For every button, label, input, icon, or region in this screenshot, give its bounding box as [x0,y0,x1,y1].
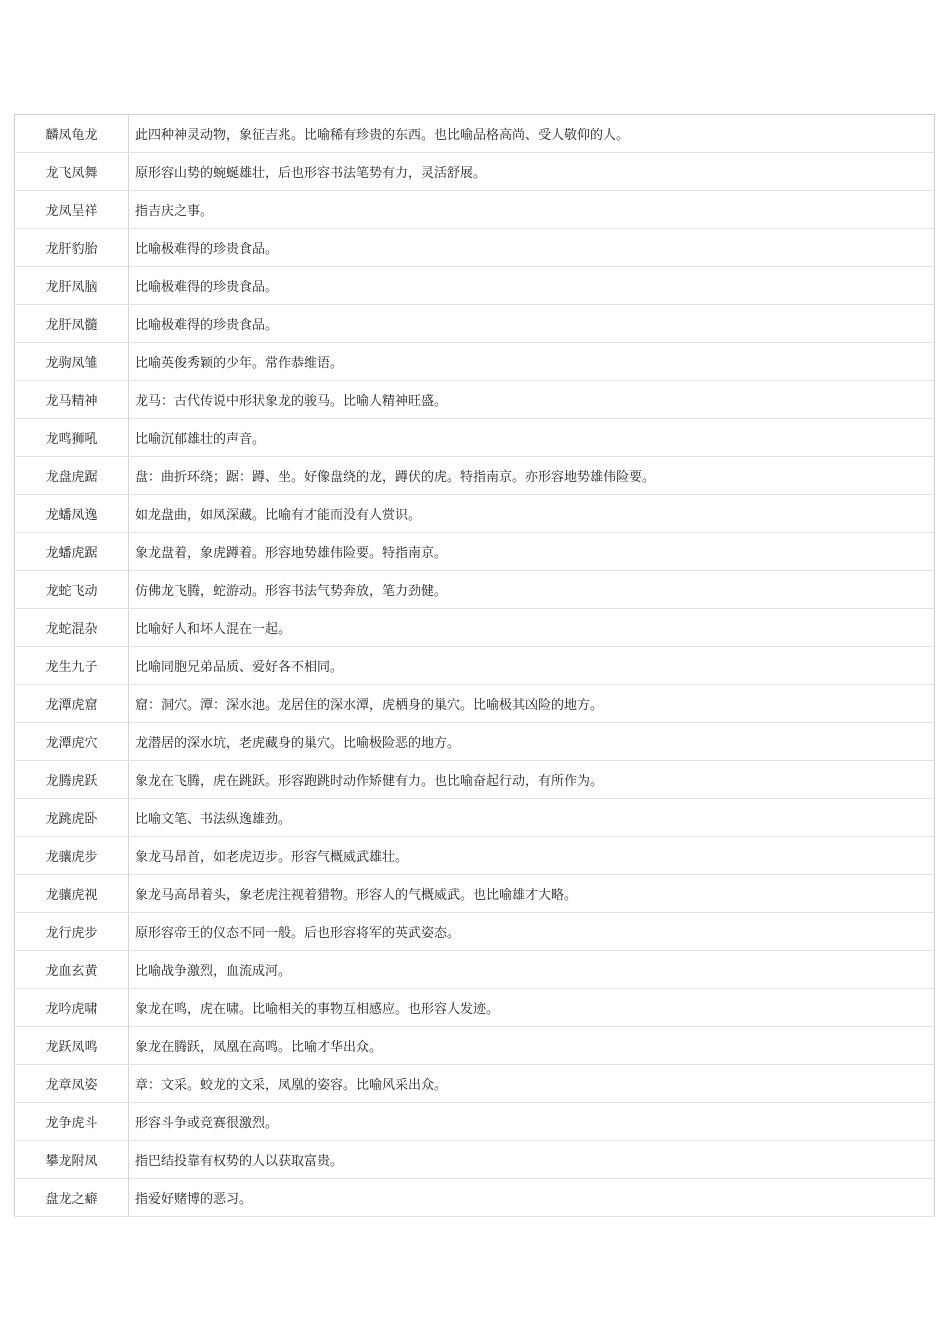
table-row [15,989,935,1027]
idiom-term: 龙凤呈祥 [15,191,129,229]
table-row [15,1065,935,1103]
table-row [15,1027,935,1065]
idiom-definition: 指吉庆之事。 [129,191,935,229]
idiom-definition: 龙潜居的深水坑，老虎藏身的巢穴。比喻极险恶的地方。 [129,723,935,761]
idiom-definition: 窟：洞穴。潭：深水池。龙居住的深水潭，虎栖身的巢穴。比喻极其凶险的地方。 [129,685,935,723]
idiom-definition: 象龙在飞腾，虎在跳跃。形容跑跳时动作矫健有力。也比喻奋起行动，有所作为。 [129,761,935,799]
table-row [15,799,935,837]
table-row [15,685,935,723]
idiom-term: 龙争虎斗 [15,1103,129,1141]
idiom-definition: 形容斗争或竞赛很激烈。 [129,1103,935,1141]
idiom-term: 龙鸣狮吼 [15,419,129,457]
idiom-definition: 比喻英俊秀颖的少年。常作恭维语。 [129,343,935,381]
idiom-term: 龙蟠虎踞 [15,533,129,571]
idiom-term: 龙潭虎窟 [15,685,129,723]
table-row [15,457,935,495]
table-row [15,419,935,457]
idiom-term: 龙马精神 [15,381,129,419]
idiom-term: 龙吟虎啸 [15,989,129,1027]
table-row [15,1103,935,1141]
idiom-definition: 象龙在鸣，虎在啸。比喻相关的事物互相感应。也形容人发迹。 [129,989,935,1027]
idiom-definition: 盘：曲折环绕；踞：蹲、坐。好像盘绕的龙，蹲伏的虎。特指南京。亦形容地势雄伟险要。 [129,457,935,495]
idiom-definition: 比喻极难得的珍贵食品。 [129,267,935,305]
idiom-definition: 原形容帝王的仪态不同一般。后也形容将军的英武姿态。 [129,913,935,951]
table-row [15,723,935,761]
table-row [15,229,935,267]
idiom-term: 龙潭虎穴 [15,723,129,761]
idiom-definition: 象龙马高昂着头，象老虎注视着猎物。形容人的气概威武。也比喻雄才大略。 [129,875,935,913]
idiom-term: 龙章凤姿 [15,1065,129,1103]
table-row [15,1141,935,1179]
table-row [15,875,935,913]
table-row [15,191,935,229]
idiom-definition: 象龙盘着，象虎蹲着。形容地势雄伟险要。特指南京。 [129,533,935,571]
idiom-definition: 龙马：古代传说中形状象龙的骏马。比喻人精神旺盛。 [129,381,935,419]
table-row [15,381,935,419]
idiom-definition: 比喻极难得的珍贵食品。 [129,229,935,267]
idiom-definition: 比喻文笔、书法纵逸雄劲。 [129,799,935,837]
idiom-term: 龙肝豹胎 [15,229,129,267]
idiom-term: 龙肝凤脑 [15,267,129,305]
idiom-definition: 如龙盘曲，如凤深藏。比喻有才能而没有人赏识。 [129,495,935,533]
idiom-term: 盘龙之癖 [15,1179,129,1217]
table-row [15,1179,935,1217]
table-row [15,837,935,875]
idiom-definition: 比喻极难得的珍贵食品。 [129,305,935,343]
idiom-definition: 象龙马昂首，如老虎迈步。形容气概威武雄壮。 [129,837,935,875]
table-row [15,305,935,343]
idiom-term: 龙跃凤鸣 [15,1027,129,1065]
idiom-definition: 比喻好人和坏人混在一起。 [129,609,935,647]
idiom-term: 龙行虎步 [15,913,129,951]
idiom-definition: 仿佛龙飞腾，蛇游动。形容书法气势奔放，笔力劲健。 [129,571,935,609]
table-row [15,571,935,609]
table-row [15,115,935,153]
idiom-definition: 比喻战争激烈，血流成河。 [129,951,935,989]
idiom-term: 龙盘虎踞 [15,457,129,495]
table-row [15,647,935,685]
idiom-definition: 原形容山势的蜿蜒雄壮，后也形容书法笔势有力，灵活舒展。 [129,153,935,191]
table-row [15,153,935,191]
idiom-term: 麟凤龟龙 [15,115,129,153]
table-row [15,609,935,647]
table-row [15,267,935,305]
idiom-term: 龙驹凤雏 [15,343,129,381]
table-row [15,533,935,571]
idiom-definition: 章：文采。蛟龙的文采，凤凰的姿容。比喻风采出众。 [129,1065,935,1103]
idiom-term: 龙飞凤舞 [15,153,129,191]
idiom-definition: 比喻同胞兄弟品质、爱好各不相同。 [129,647,935,685]
idiom-term: 龙血玄黄 [15,951,129,989]
table-row [15,495,935,533]
table-row [15,913,935,951]
table-row [15,761,935,799]
idiom-term: 龙蟠凤逸 [15,495,129,533]
idiom-term: 龙生九子 [15,647,129,685]
idiom-definition: 比喻沉郁雄壮的声音。 [129,419,935,457]
idiom-term: 龙蛇飞动 [15,571,129,609]
idiom-definition: 指巴结投靠有权势的人以获取富贵。 [129,1141,935,1179]
idiom-definition: 此四种神灵动物，象征吉兆。比喻稀有珍贵的东西。也比喻品格高尚、受人敬仰的人。 [129,115,935,153]
idiom-definition: 象龙在腾跃，凤凰在高鸣。比喻才华出众。 [129,1027,935,1065]
idiom-term: 龙蛇混杂 [15,609,129,647]
idiom-definition: 指爱好赌博的恶习。 [129,1179,935,1217]
idiom-term: 龙骧虎视 [15,875,129,913]
idiom-term: 龙跳虎卧 [15,799,129,837]
table-row [15,951,935,989]
idiom-table [14,114,935,1217]
idiom-term: 龙腾虎跃 [15,761,129,799]
table-row [15,343,935,381]
idiom-term: 龙肝凤髓 [15,305,129,343]
idiom-term: 攀龙附凤 [15,1141,129,1179]
idiom-term: 龙骧虎步 [15,837,129,875]
idiom-table-body [15,115,935,1217]
